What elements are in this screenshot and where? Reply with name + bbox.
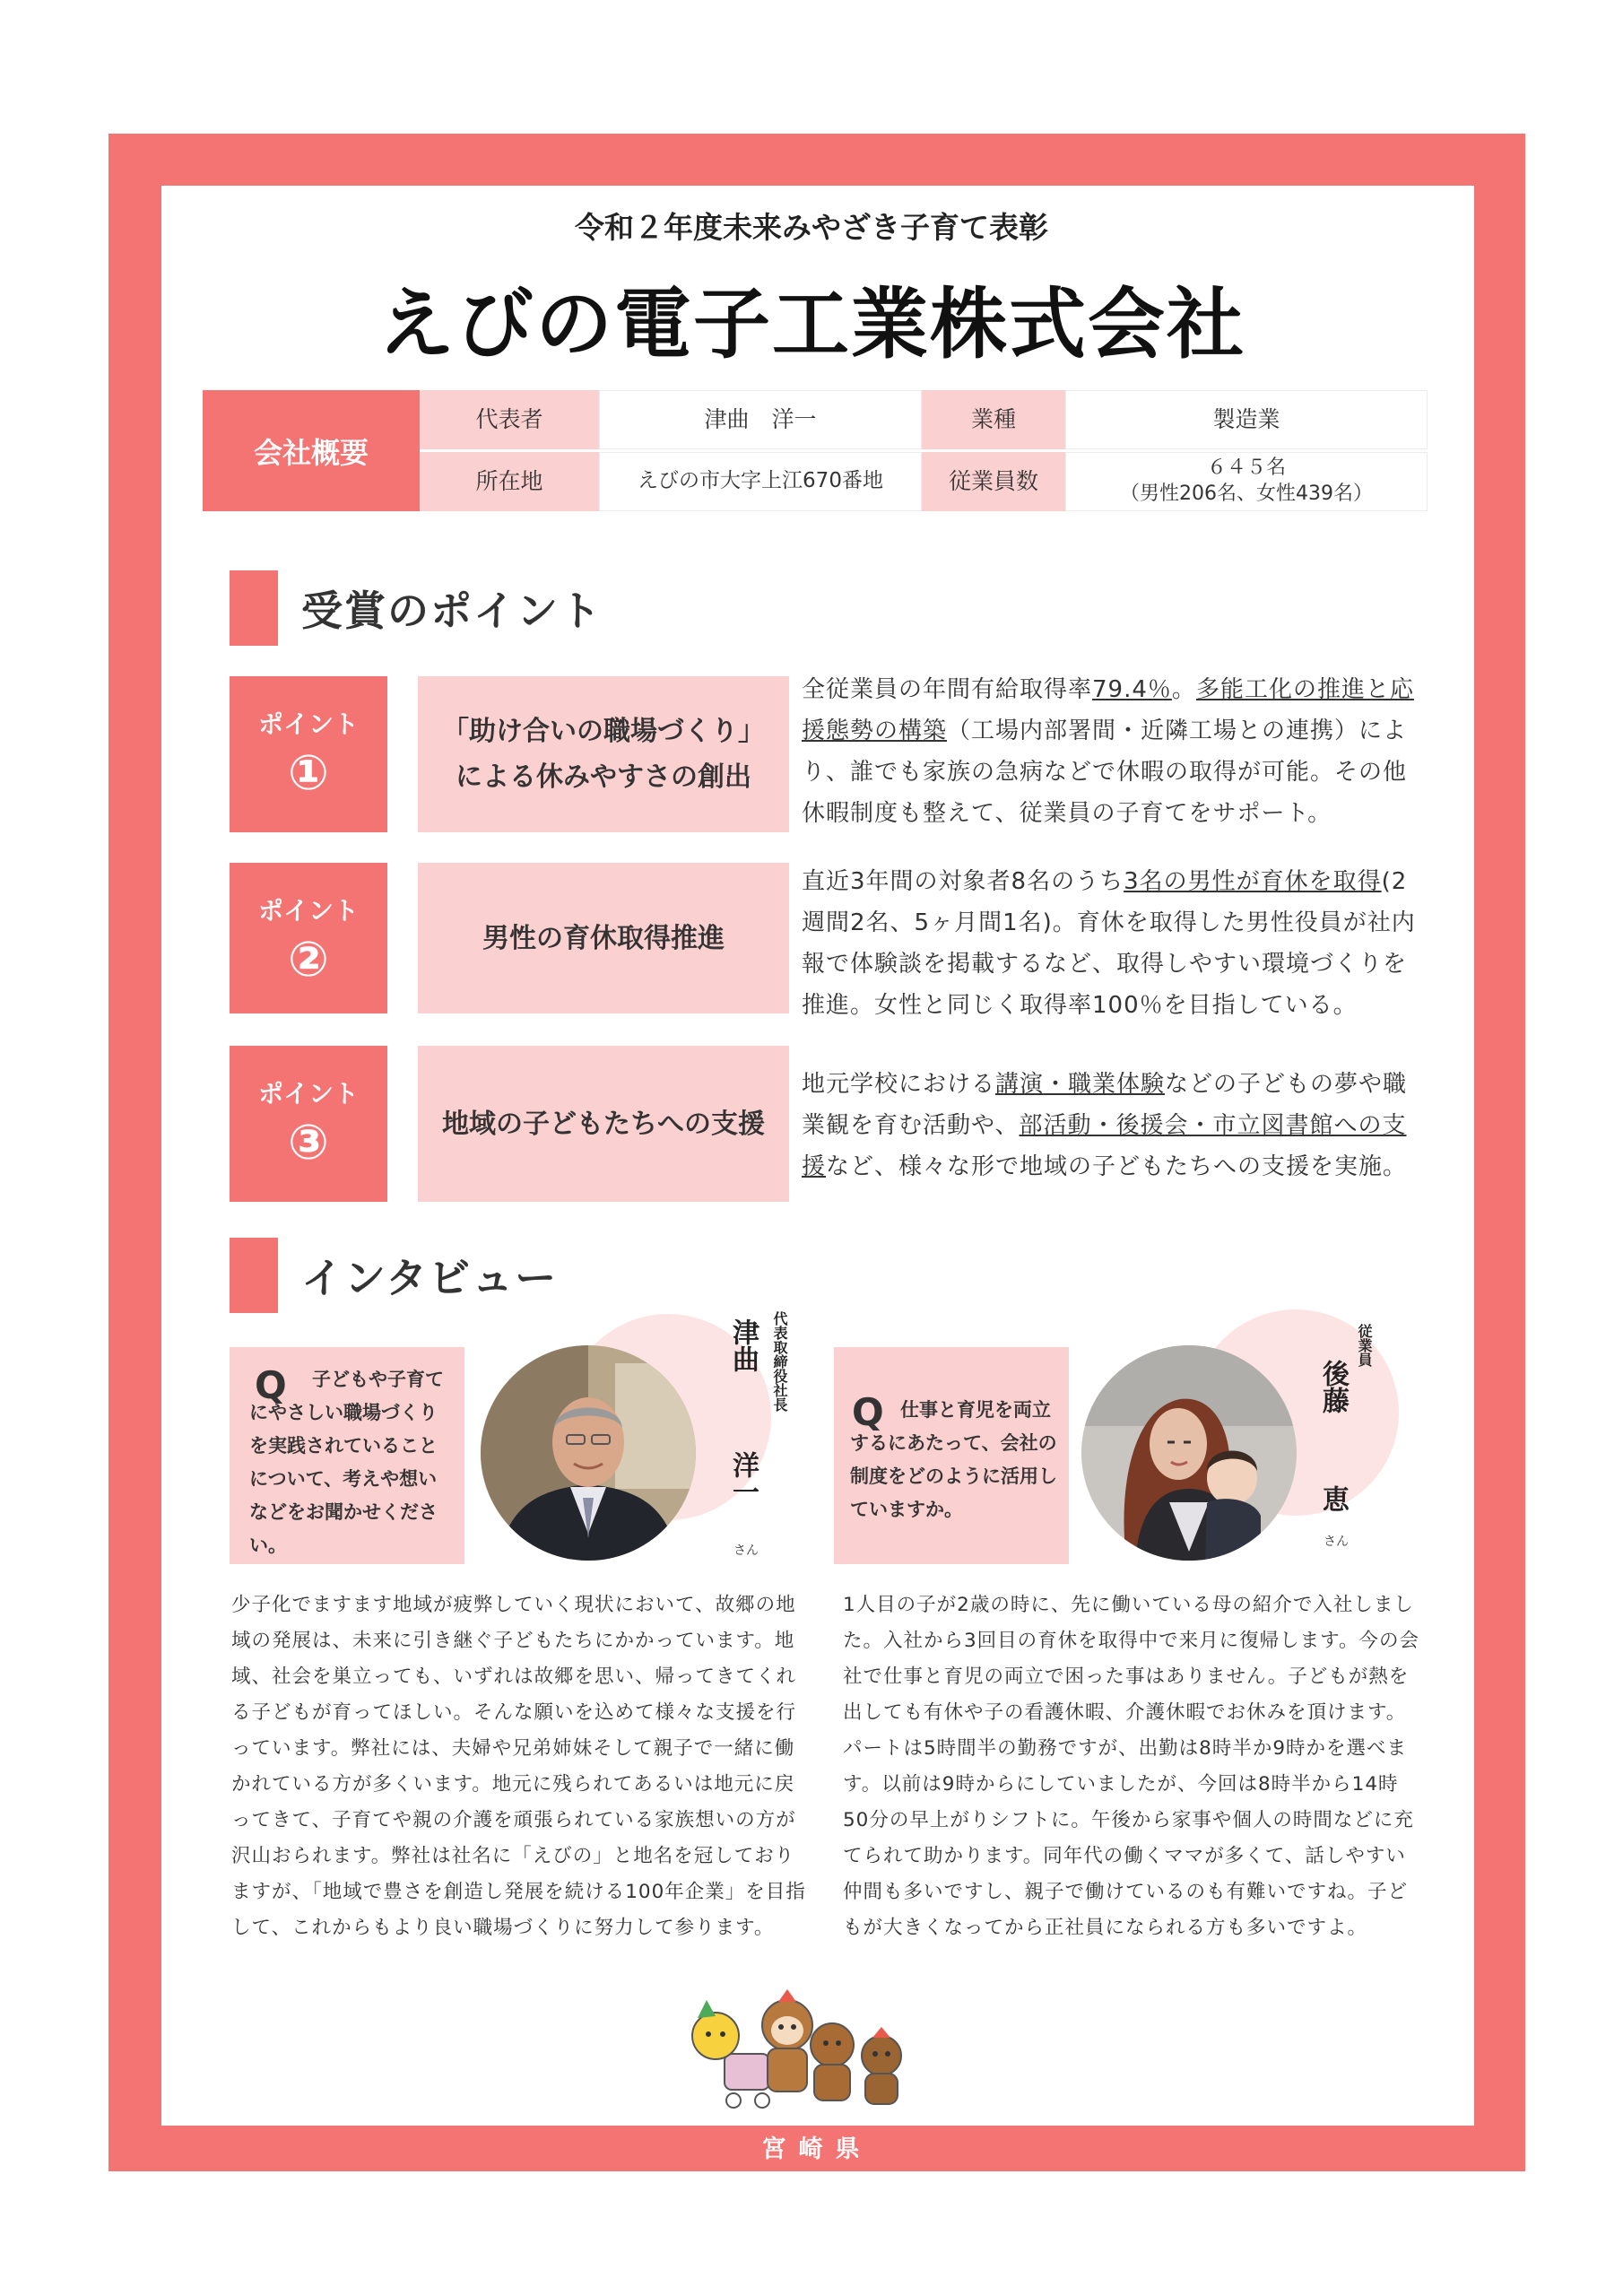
q-mark-left: Q bbox=[255, 1363, 287, 1407]
point-2-badge bbox=[230, 863, 387, 1013]
description-text: 地元学校における bbox=[802, 1071, 996, 1098]
point-1-number: ① bbox=[288, 744, 329, 801]
point-1-label: ポイント bbox=[257, 709, 359, 739]
employee-position: 従業員 bbox=[1356, 1324, 1373, 1367]
president-photo-illustration bbox=[481, 1345, 696, 1561]
company-overview-table bbox=[203, 390, 1428, 511]
underlined-highlight: 3名の男性が育休を取得 bbox=[1124, 868, 1382, 895]
footer-prefecture: 宮崎県 bbox=[761, 2135, 872, 2163]
points-heading-text: 受賞のポイント bbox=[301, 587, 603, 635]
employee-answer: 1人目の子が2歳の時に、先に働いている母の紹介で入社しました。入社から3回目の育休を取得中で来月に復帰します。今の会社で仕事と育児の両立で困った事はありません。子どもが熱を出しても有休や子の看護休暇、介護休暇でお休みを頂けます。パートは5時間半の勤務ですが、出勤は8時半か9時かを選べます。以前は9時からにしていましたが、今回は8時半から14時50分の早上がりシフトに。午後から家事や個人の時間などに充てられて助かります。同年代の働くママが多くて、話しやすい仲間も多いですし、親子で働けているのも有難いですね。子どもが大きくなってから正社員になられる方も多いですよ。 bbox=[843, 1594, 1419, 1939]
description-text: （工場内部署間・近隣工場との連携）により、誰でも家族の急病などで休暇の取得が可能。その他休暇制度も整えて、従業員の子育てをサポート。 bbox=[802, 718, 1408, 827]
employees-count: ６４５名 bbox=[1206, 457, 1286, 480]
left-question-box bbox=[230, 1347, 464, 1564]
underlined-highlight: 講演・職業体験 bbox=[995, 1071, 1166, 1098]
employee-photo bbox=[1081, 1345, 1297, 1561]
employee-photo-illustration bbox=[1081, 1345, 1297, 1561]
employees-value bbox=[1065, 452, 1428, 511]
employee-honorific: さん bbox=[1324, 1535, 1349, 1549]
president-name-given: 洋一 bbox=[727, 1451, 759, 1505]
industry-value: 製造業 bbox=[1065, 390, 1428, 449]
rep-value: 津曲 洋一 bbox=[599, 390, 922, 449]
point-2-description bbox=[802, 861, 1429, 1026]
president-name-surname: 津曲 bbox=[727, 1318, 759, 1372]
point-1-badge bbox=[230, 676, 387, 832]
point-3-title: 地域の子どもたちへの支援 bbox=[418, 1046, 789, 1202]
interview-heading-text: インタビュー bbox=[301, 1254, 559, 1302]
employee-name-given: 恵 bbox=[1317, 1485, 1349, 1512]
description-text: 直近3年間の対象者8名のうち bbox=[802, 868, 1124, 895]
description-text: 全従業員の年間有給取得率 bbox=[802, 676, 1093, 703]
right-question-text: 仕事と育児を両立するにあたって、会社の制度をどのように活用していますか。 bbox=[850, 1399, 1057, 1520]
company-title: えびの電子工業株式会社 bbox=[378, 280, 1245, 370]
heading-accent-bar bbox=[230, 1238, 278, 1313]
point-1-title-line2: による休みやすさの創出 bbox=[456, 761, 751, 793]
left-question-text: 子どもや子育てにやさしい職場づくりを実践されていることについて、考えや想いなどをお聞かせください。 bbox=[249, 1369, 444, 1556]
description-text: など、様々な形で地域の子どもたちへの支援を実施。 bbox=[826, 1153, 1408, 1180]
heading-accent-bar bbox=[230, 570, 278, 646]
points-section-heading bbox=[230, 570, 603, 646]
employees-breakdown: （男性206名、女性439名） bbox=[1120, 483, 1373, 505]
interview-section-heading bbox=[230, 1238, 558, 1313]
president-position: 代表取締役社長 bbox=[771, 1311, 788, 1412]
underlined-highlight: 部活動・後援会・市立図書館への支援 bbox=[802, 1112, 1407, 1180]
award-subtitle: 令和２年度未来みやざき子育て表彰 bbox=[575, 210, 1048, 245]
mascot-characters-icon bbox=[689, 1982, 922, 2117]
mascot-characters-illustration bbox=[689, 1982, 922, 2117]
point-3-number: ③ bbox=[288, 1114, 329, 1170]
point-3-description bbox=[802, 1064, 1429, 1187]
description-text: などの子どもの夢や職業観を育む活動や、 bbox=[802, 1071, 1408, 1139]
description-text: 。 bbox=[1171, 676, 1196, 703]
overview-heading: 会社概要 bbox=[203, 390, 420, 511]
point-2-title: 男性の育休取得推進 bbox=[418, 863, 789, 1013]
president-photo bbox=[481, 1345, 696, 1561]
address-label: 所在地 bbox=[420, 452, 599, 511]
underlined-highlight: 多能工化の推進と応援態勢の構築 bbox=[802, 676, 1414, 744]
president-honorific: さん bbox=[733, 1544, 759, 1558]
right-question-box bbox=[834, 1347, 1069, 1564]
point-2-number: ② bbox=[288, 931, 329, 987]
president-answer: 少子化でますます地域が疲弊していく現状において、故郷の地域の発展は、未来に引き継ぐ子どもたちにかかっています。地域、社会を巣立っても、いずれは故郷を思い、帰ってきてくれる子どもが育ってほしい。そんな願いを込めて様々な支援を行っています。弊社には、夫婦や兄弟姉妹そして親子で一緒に働かれている方が多くいます。地元に残られてあるいは地元に戻ってきて、子育てや親の介護を頑張られている家族想いの方が沢山おられます。弊社は社名に「えびの」と地名を冠しておりますが、「地域で豊さを創造し発展を続ける100年企業」を目指して、これからもより良い職場づくりに努力して参ります。 bbox=[231, 1594, 806, 1939]
point-1-description bbox=[802, 669, 1429, 834]
q-mark-right: Q bbox=[852, 1390, 884, 1434]
rep-label: 代表者 bbox=[420, 390, 599, 449]
underlined-highlight: 79.4％ bbox=[1092, 676, 1172, 703]
industry-label: 業種 bbox=[922, 390, 1065, 449]
employees-label: 従業員数 bbox=[922, 452, 1065, 511]
description-text: (2週間2名、5ヶ月間1名)。育休を取得した男性役員が社内報で体験談を掲載するなど、取得しやすい環境づくりを推進。女性と同じく取得率100％を目指している。 bbox=[802, 868, 1416, 1019]
employee-name-surname: 後藤 bbox=[1317, 1360, 1349, 1413]
point-3-label: ポイント bbox=[257, 1079, 359, 1109]
point-2-label: ポイント bbox=[257, 896, 359, 926]
point-1-title bbox=[418, 676, 789, 832]
point-3-badge bbox=[230, 1046, 387, 1202]
address-value: えびの市大字上江670番地 bbox=[599, 452, 922, 511]
point-1-title-line1: 「助け合いの職場づくり」 bbox=[442, 716, 765, 747]
